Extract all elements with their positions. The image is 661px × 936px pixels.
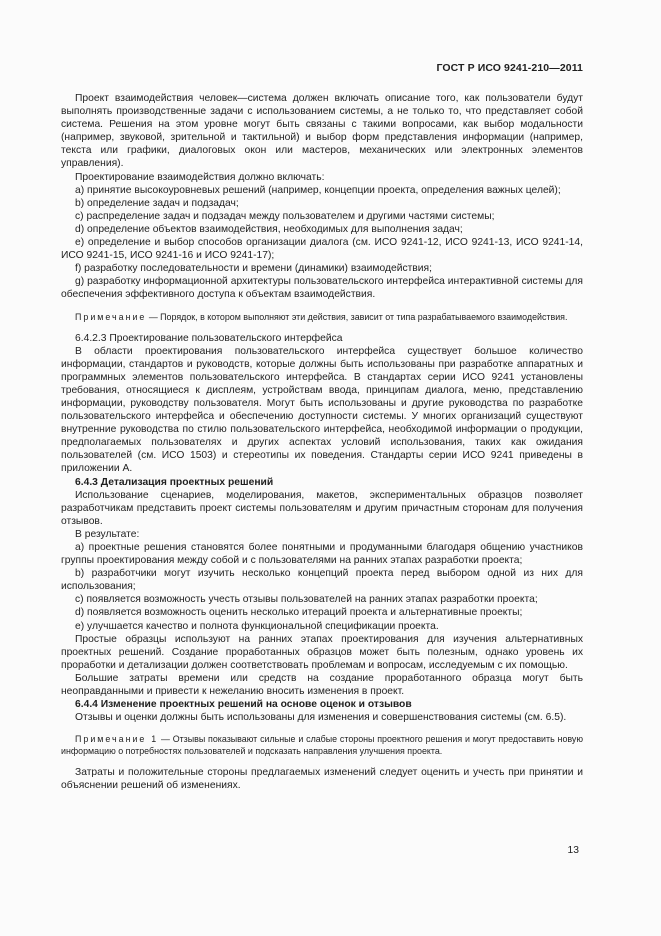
list-item: c) появляется возможность учесть отзывы пользователей на ранних этапах разработки проекта; <box>75 594 538 606</box>
section-heading: 6.4.3 Детализация проектных решений <box>75 476 274 488</box>
list-item: b) разработчики могут изучить несколько концепций проекта перед выбором одной из них для использования; <box>61 568 583 593</box>
list-item: d) появляется возможность оценить несколько итераций проекта и альтернативные проекты; <box>75 607 523 619</box>
note-label: Примечание <box>75 311 147 322</box>
document-body <box>61 92 583 793</box>
list-item: g) разработку информационной архитектуры пользовательского интерфейса интерактивной системы для обеспечения эффективного доступа к объектам взаимодействия. <box>61 276 583 301</box>
document-header: ГОСТ Р ИСО 9241-210—2011 <box>436 62 583 74</box>
list-item: c) распределение задач и подзадач между пользователем и другими частями системы; <box>75 210 495 222</box>
paragraph: Простые образцы используют на ранних этапах проектирования для изучения альтернативных проектных решений. Создание проработанных образцов может быть полезным, однако уровень их проработки и детализации должен соответствовать проблемам и вопросам, исследуемым с их помощью. <box>61 633 583 671</box>
paragraph: Проект взаимодействия человек—система должен включать описание того, как пользователи будут выполнять производственные задачи с использованием системы, а не только то, что представляет собой система. Решения на этом уровне могут быть связаны с такими вопросами, как выбор модальности (например, звуковой, зрительной и тактильной) и выбор форм представления информации (например, текста или графики, диалоговых окон или мастеров, механических или электронных элементов управления). <box>61 93 583 170</box>
note-label: Примечание 1 <box>75 734 159 745</box>
paragraph: Проектирование взаимодействия должно включать: <box>75 171 325 183</box>
paragraph: Использование сценариев, моделирования, макетов, экспериментальных образцов позволяет разработчикам представить проект системы пользователям и другим причастным сторонам для получения отзывов. <box>61 489 583 527</box>
section-heading: 6.4.4 Изменение проектных решений на основе оценок и отзывов <box>75 699 412 711</box>
page-number: 13 <box>567 845 579 856</box>
paragraph: В области проектирования пользовательского интерфейса существует большое количество информации, стандартов и руководств, которые должны быть использованы при разработке аппаратных и программных элементов пользовательского интерфейса. В стандартах серии ИСО 9241 установлены требования, относящиеся к дисплеям, устройствам ввода, принципам диалога, меню, представлению информации, руководству пользователя. Могут быть использованы и другие руководства по разработке пользовательского интерфейса и обеспечению доступности системы. У многих организаций существуют внутренние руководства по стилю пользовательского интерфейса, необходимой информации о продукции, предполагаемых пользователях и других аспектах условий использования, таких как ожидания пользователей (см. ИСО 1503) и стереотипы их поведения. Стандарты серии ИСО 9241 приведены в приложении А. <box>61 345 583 475</box>
paragraph: Затраты и положительные стороны предлагаемых изменений следует оценить и учесть при принятии и объяснении решений об изменениях. <box>61 767 583 792</box>
list-item: d) определение объектов взаимодействия, необходимых для выполнения задач; <box>75 223 463 235</box>
paragraph: В результате: <box>75 528 140 540</box>
list-item: e) определение и выбор способов организации диалога (см. ИСО 9241-12, ИСО 9241-13, ИСО 9241-14, ИСО 9241-15, ИСО 9241-16 и ИСО 9241-17); <box>61 237 583 262</box>
paragraph: Отзывы и оценки должны быть использованы для изменения и совершенствования системы (см. 6.5). <box>75 712 567 724</box>
section-heading: 6.4.2.3 Проектирование пользовательского интерфейса <box>75 332 343 344</box>
list-item: b) определение задач и подзадач; <box>75 197 239 209</box>
paragraph: Большие затраты времени или средств на создание проработанного образца могут быть неоправданными и привести к нежеланию вносить изменения в проект. <box>61 672 583 698</box>
note <box>61 311 583 323</box>
note-text: — Отзывы показывают сильные и слабые стороны проектного решения и могут предоставить новую информацию о потребностях пользователей и подсказать направления улучшения проекта. <box>61 734 583 757</box>
list-item: a) принятие высокоуровневых решений (например, концепции проекта, определения важных целей); <box>75 184 561 196</box>
note <box>61 733 583 757</box>
list-item: f) разработку последовательности и времени (динамики) взаимодействия; <box>75 263 432 275</box>
list-item: e) улучшается качество и полнота функциональной спецификации проекта. <box>75 620 439 632</box>
list-item: a) проектные решения становятся более понятными и продуманными благодаря общению участников группы проектирования между собой и с пользователями на ранних этапах разработки проекта; <box>61 542 583 567</box>
note-text: — Порядок, в котором выполняют эти действия, зависит от типа разрабатываемого взаимодействия. <box>146 311 568 322</box>
